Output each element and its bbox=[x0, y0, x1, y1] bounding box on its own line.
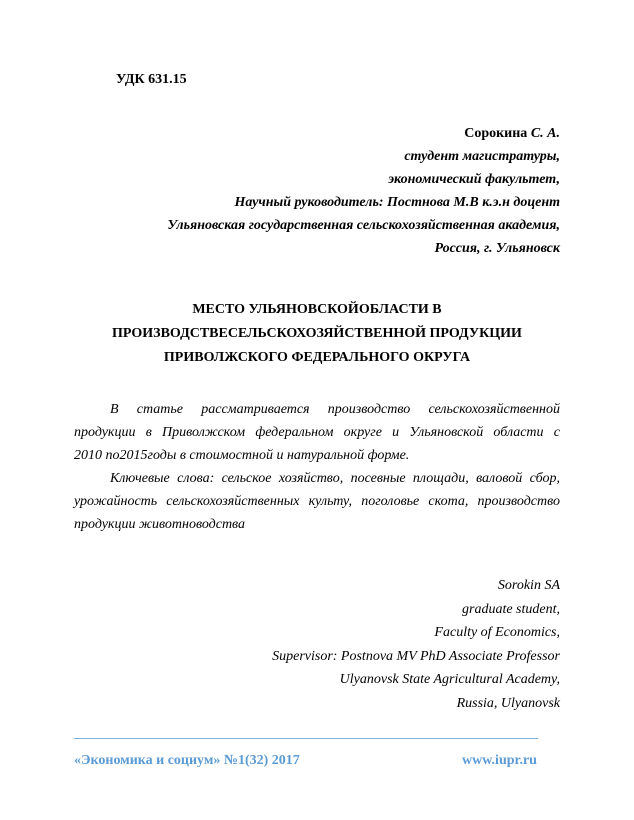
author-faculty-en: Faculty of Economics, bbox=[434, 625, 560, 640]
author-faculty: экономический факультет, bbox=[388, 172, 560, 187]
title-line: МЕСТО УЛЬЯНОВСКОЙОБЛАСТИ В bbox=[192, 302, 442, 317]
author-location-en: Russia, Ulyanovsk bbox=[456, 695, 560, 711]
author-institution-en: Ulyanovsk State Agricultural Academy, bbox=[339, 672, 560, 687]
author-info-ru bbox=[167, 122, 560, 260]
udc-code: УДК 631.15 bbox=[116, 72, 187, 87]
abstract-line: В статье рассматривается производство сельскохозяйственной bbox=[110, 402, 560, 417]
author-name-en: Sorokin SA bbox=[497, 578, 560, 593]
paper-title bbox=[74, 298, 560, 370]
author-initials: С. А. bbox=[530, 126, 560, 141]
author-supervisor: Научный руководитель: Постнова М.В к.э.н доцент bbox=[234, 195, 560, 210]
abstract bbox=[74, 398, 560, 536]
keywords-line: урожайность сельскохозяйственных культу, поголовье скота, производство bbox=[74, 494, 560, 509]
footer-journal: «Экономика и социум» №1(32) 2017 bbox=[74, 753, 300, 768]
title-line: ПРОИЗВОДСТВЕСЕЛЬСКОХОЗЯЙСТВЕННОЙ ПРОДУКЦИИ bbox=[112, 326, 522, 341]
author-status: студент магистратуры, bbox=[404, 149, 560, 164]
author-institution: Ульяновская государственная сельскохозяйственная академия, bbox=[167, 218, 560, 233]
author-name bbox=[167, 122, 560, 145]
author-status-en: graduate student, bbox=[462, 601, 560, 617]
keywords-line: Ключевые слова: сельское хозяйство, посевные площади, валовой сбор, bbox=[110, 471, 560, 486]
author-surname: Сорокина bbox=[464, 126, 528, 141]
abstract-line: 2010 по2015годы в стоимостной и натуральной форме. bbox=[74, 448, 410, 463]
author-info-en bbox=[272, 574, 560, 715]
footer-divider bbox=[74, 738, 538, 739]
footer-website-link[interactable]: www.iupr.ru bbox=[462, 753, 537, 768]
keywords-line: продукции животноводства bbox=[74, 517, 246, 532]
title-line: ПРИВОЛЖСКОГО ФЕДЕРАЛЬНОГО ОКРУГА bbox=[163, 350, 471, 365]
author-location: Россия, г. Ульяновск bbox=[434, 241, 560, 256]
abstract-line: продукции в Приволжском федеральном округе и Ульяновской области с bbox=[74, 425, 560, 440]
author-supervisor-en: Supervisor: Postnova MV PhD Associate Professor bbox=[272, 648, 560, 664]
